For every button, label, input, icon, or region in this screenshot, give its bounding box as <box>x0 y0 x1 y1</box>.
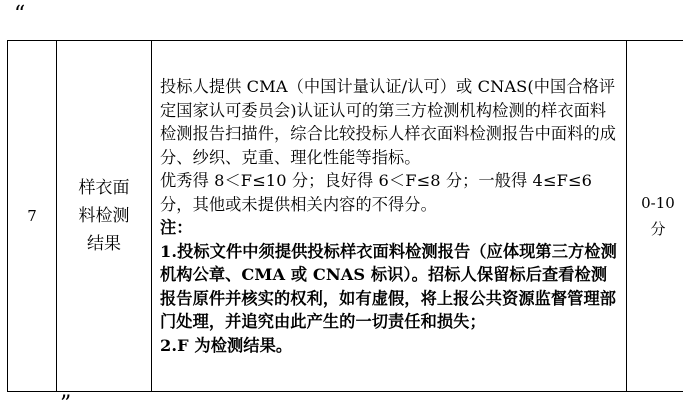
note-item-1: 1.投标文件中须提供投标样衣面料检测报告（应体现第三方检测机构公章、CMA 或 CNAS 标识）。招标人保留标后查看检测报告原件并核实的权利，如有虚假，将上报公共资源监督管理部门处理，并追究由此产生的一切责任和损失； <box>160 241 617 331</box>
score-unit: 分 <box>650 220 666 238</box>
grading-paragraph: 优秀得 8＜F≤10 分；良好得 6＜F≤8 分；一般得 4≤F≤6 分，其他或未提供相关内容的不得分。 <box>160 171 592 214</box>
score-range: 0-10 <box>641 194 675 212</box>
score-range-cell <box>627 41 683 392</box>
opening-quote: “ <box>14 2 26 27</box>
closing-quote: ” <box>60 392 72 417</box>
row-number: 7 <box>8 41 57 392</box>
item-name-cell <box>57 41 152 392</box>
note-item-2: 2.F 为检测结果。 <box>160 335 293 355</box>
note-title: 注： <box>160 218 193 237</box>
scoring-table <box>7 40 683 392</box>
item-name-line-2: 料检测 <box>78 206 130 226</box>
item-name-line-1: 样衣面 <box>78 178 130 198</box>
criteria-content-cell <box>152 41 627 392</box>
criteria-paragraph: 投标人提供 CMA（中国计量认证/认可）或 CNAS(中国合格评定国家认可委员会)认证认可的第三方检测机构检测的样衣面料检测报告扫描件，综合比较投标人样衣面料检测报告中面料的成分、纱织、克重、理化性能等指标。 <box>160 77 617 167</box>
item-name-line-3: 结果 <box>87 234 121 254</box>
table-row <box>8 41 683 392</box>
